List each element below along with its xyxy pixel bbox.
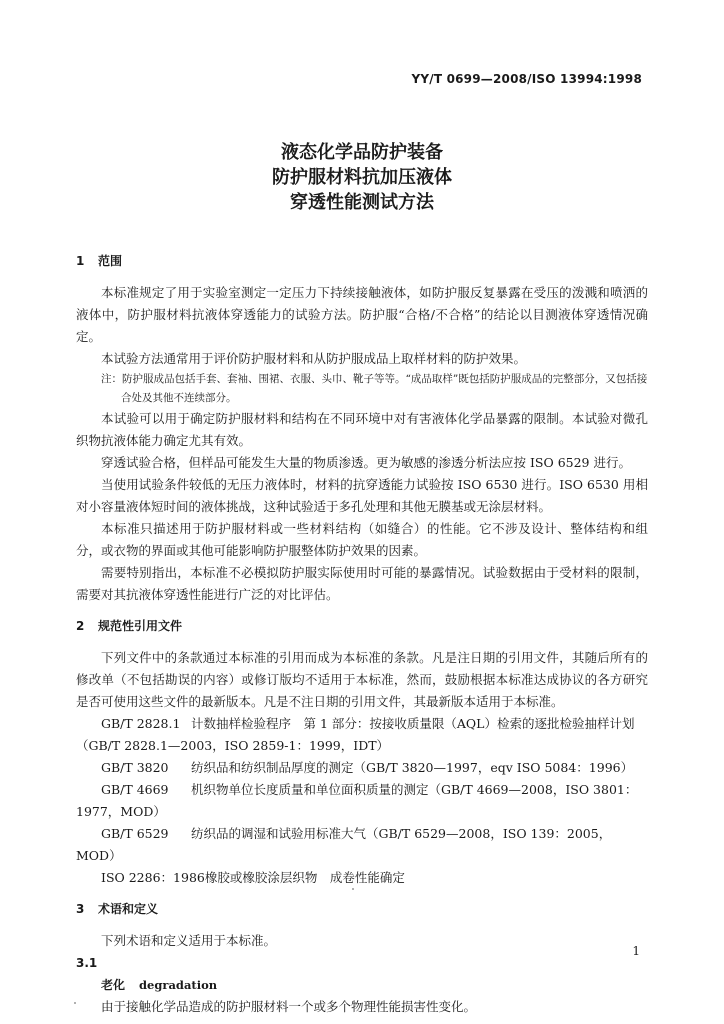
title-line-2: 防护服材料抗加压液体 <box>272 167 452 188</box>
reference-item <box>76 867 648 889</box>
reference-code: GB/T 2828.1 <box>101 716 181 731</box>
section-1-heading <box>76 250 648 272</box>
scan-speck <box>352 888 354 890</box>
paragraph: 下列文件中的条款通过本标准的引用而成为本标准的条款。凡是注日期的引用文件，其随后所有的修改单（不包括勘误的内容）或修订版均不适用于本标准，然而，鼓励根据本标准达成协议的各方研究是否可使用这些文件的最新版本。凡是不注日期的引用文件，其最新版本适用于本标准。 <box>76 650 648 709</box>
standard-code: YY/T 0699—2008/ISO 13994:1998 <box>411 72 642 86</box>
reference-item <box>76 757 648 779</box>
subsection-number: 3.1 <box>76 956 98 970</box>
reference-item <box>76 823 648 867</box>
term-chinese: 老化 <box>101 978 126 992</box>
section-number: 2 <box>76 619 85 633</box>
reference-text: 纺织品的调湿和试验用标准大气（GB/T 6529—2008，ISO 139：2005，MOD） <box>76 826 612 863</box>
scan-speck <box>74 1002 76 1004</box>
reference-item <box>76 713 648 757</box>
term-entry <box>76 974 648 996</box>
section-3-heading <box>76 898 648 920</box>
note-line: 注：防护服成品包括手套、套袖、围裙、衣服、头巾、靴子等等。“成品取样”既包括防护服成品的完整部分，又包括接 <box>101 373 648 385</box>
term-definition: 由于接触化学品造成的防护服材料一个或多个物理性能损害性变化。 <box>101 999 477 1014</box>
paragraph: 下列术语和定义适用于本标准。 <box>101 933 277 948</box>
section-number: 1 <box>76 254 85 268</box>
section-title: 规范性引用文件 <box>98 619 183 633</box>
reference-code: GB/T 3820 <box>101 760 169 775</box>
paragraph: 当使用试验条件较低的无压力液体时，材料的抗穿透能力试验按 ISO 6530 进行。ISO 6530 用相对小容量液体短时间的液体挑战，这种试验适于多孔处理和其他无膜基或无涂层材料。 <box>76 477 648 514</box>
reference-text: 橡胶或橡胶涂层织物 成卷性能确定 <box>204 870 405 885</box>
note <box>76 370 648 408</box>
paragraph: 本试验可以用于确定防护服材料和结构在不同环境中对有害液体化学品暴露的限制。本试验对微孔织物抗液体能力确定尤其有效。 <box>76 411 648 448</box>
reference-text: 机织物单位长度质量和单位面积质量的测定（GB/T 4669—2008，ISO 3801：1977，MOD） <box>76 782 638 819</box>
document-body <box>76 250 648 1018</box>
reference-code: GB/T 6529 <box>101 826 169 841</box>
reference-item <box>76 779 648 823</box>
page-number: 1 <box>632 944 640 958</box>
section-title: 范围 <box>98 254 123 268</box>
term-english: degradation <box>139 978 218 992</box>
reference-text: 计数抽样检验程序 第 1 部分：按接收质量限（AQL）检索的逐批检验抽样计划（GB/T 2828.1—2003，ISO 2859-1：1999，IDT） <box>76 716 635 753</box>
reference-code: GB/T 4669 <box>101 782 169 797</box>
note-line: 合处及其他不连续部分。 <box>121 392 237 404</box>
title-line-3: 穿透性能测试方法 <box>290 192 434 213</box>
section-number: 3 <box>76 902 85 916</box>
paragraph: 本标准规定了用于实验室测定一定压力下持续接触液体，如防护服反复暴露在受压的泼溅和喷洒的液体中，防护服材料抗液体穿透能力的试验方法。防护服“合格/不合格”的结论以目测液体穿透情况确定。 <box>76 285 648 344</box>
document-title <box>0 140 724 215</box>
reference-text: 纺织品和纺织制品厚度的测定（GB/T 3820—1997，eqv ISO 5084：1996） <box>191 760 634 775</box>
paragraph: 本试验方法通常用于评价防护服材料和从防护服成品上取样材料的防护效果。 <box>101 351 527 366</box>
title-line-1: 液态化学品防护装备 <box>281 142 443 163</box>
paragraph: 本标准只描述用于防护服材料或一些材料结构（如缝合）的性能。它不涉及设计、整体结构和组分，或衣物的界面或其他可能影响防护服整体防护效果的因素。 <box>76 521 648 558</box>
section-title: 术语和定义 <box>98 902 159 916</box>
paragraph: 穿透试验合格，但样品可能发生大量的物质渗透。更为敏感的渗透分析法应按 ISO 6529 进行。 <box>101 455 631 470</box>
reference-code: ISO 2286：1986 <box>101 870 205 885</box>
section-2-heading <box>76 615 648 637</box>
paragraph: 需要特别指出，本标准不必模拟防护服实际使用时可能的暴露情况。试验数据由于受材料的限制，需要对其抗液体穿透性能进行广泛的对比评估。 <box>76 565 648 602</box>
